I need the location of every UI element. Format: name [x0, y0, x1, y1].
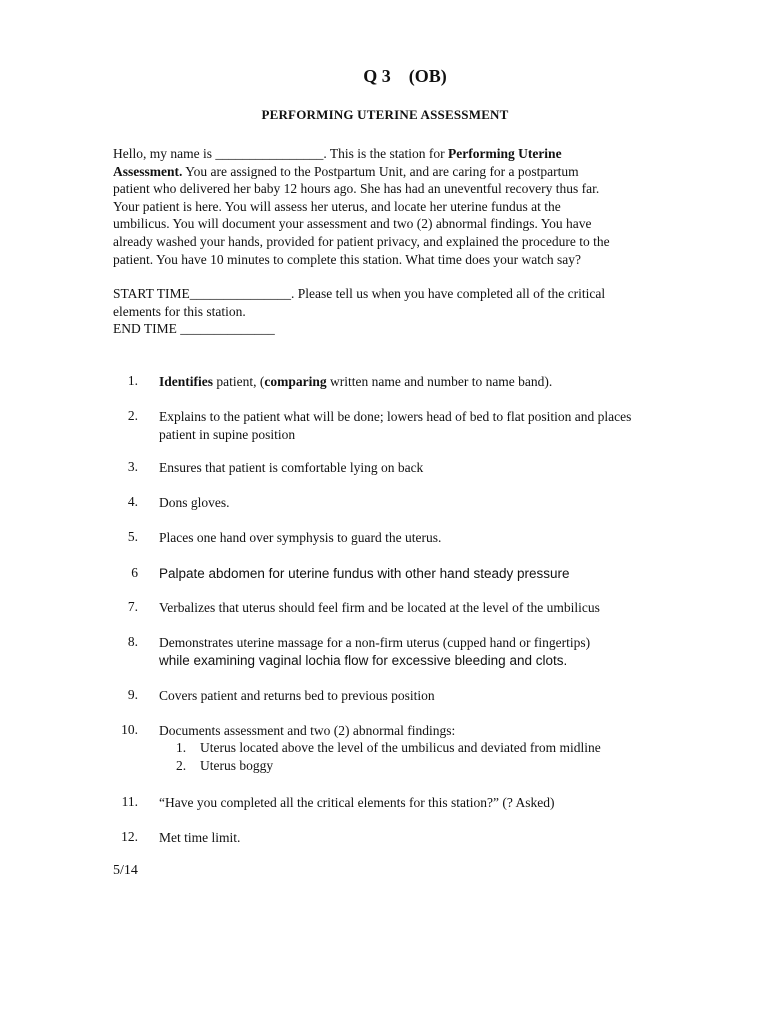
item-number: 5. — [127, 529, 138, 544]
intro-text: You are assigned to the Postpartum Unit, and are caring for a postpartum — [182, 163, 579, 179]
intro-paragraph — [113, 145, 610, 268]
sub-item — [176, 758, 273, 774]
sub-item-text: Uterus located above the level of the umbilicus and deviated from midline — [200, 740, 601, 755]
item-number: 9. — [127, 687, 138, 702]
item-text-part: patient, ( — [213, 374, 265, 389]
item-text-line: Explains to the patient what will be done; lowers head of bed to flat position and places — [159, 409, 632, 424]
item-bold-text: comparing — [264, 374, 327, 389]
item-text: Dons gloves. — [159, 495, 230, 510]
intro-line — [113, 145, 610, 163]
sub-item-text: Uterus boggy — [200, 758, 274, 773]
item-number: 2. — [127, 408, 138, 423]
intro-bold-text: Assessment. — [113, 163, 183, 179]
intro-line — [113, 163, 610, 181]
intro-line: patient. You have 10 minutes to complete this station. What time does your watch say? — [113, 251, 582, 267]
intro-text: Hello, my name is ________________. This is the station for — [113, 146, 448, 161]
item-text: Ensures that patient is comfortable lying on back — [159, 460, 424, 475]
start-time-line: START TIME_______________. Please tell us when you have completed all of the critical — [113, 286, 606, 301]
item-text: Verbalizes that uterus should feel firm and be located at the level of the umbilicus — [159, 600, 600, 615]
item-number: 1. — [127, 373, 138, 388]
item-text — [159, 408, 631, 443]
item-text: Covers patient and returns bed to previous position — [159, 688, 435, 703]
sub-item-number: 1. — [176, 740, 187, 755]
intro-bold-text: Performing Uterine — [447, 146, 562, 161]
item-text-line: while examining vaginal lochia flow for excessive bleeding and clots. — [159, 652, 568, 668]
revision-date: 5/14 — [113, 863, 138, 878]
start-time-line-continued: elements for this station. — [113, 303, 246, 319]
item-text — [159, 373, 552, 391]
item-number: 10. — [121, 722, 138, 737]
page-title: Q 3 (OB) — [363, 66, 447, 86]
item-number: 11. — [121, 794, 138, 809]
intro-line: patient who delivered her baby 12 hours ago. She has had an uneventful recovery thus far. — [113, 181, 600, 197]
item-number: 8. — [127, 634, 138, 649]
item-number: 7. — [127, 599, 138, 614]
item-number: 6 — [131, 565, 138, 580]
intro-line: umbilicus. You will document your assessment and two (2) abnormal findings. You have — [113, 216, 592, 232]
item-text-part: written name and number to name band). — [326, 374, 553, 389]
page-subtitle: PERFORMING UTERINE ASSESSMENT — [261, 107, 509, 122]
end-time-line: END TIME ______________ — [113, 321, 275, 337]
item-number: 4. — [127, 494, 138, 509]
item-number: 3. — [127, 459, 138, 474]
item-text: Documents assessment and two (2) abnormal findings: — [159, 723, 456, 738]
item-text-line: Demonstrates uterine massage for a non-firm uterus (cupped hand or fingertips) — [159, 635, 591, 650]
intro-line: Your patient is here. You will assess her uterus, and locate her uterine fundus at the — [113, 198, 561, 214]
item-text: Places one hand over symphysis to guard the uterus. — [159, 530, 442, 545]
sub-item — [176, 740, 601, 756]
item-text-line: patient in supine position — [159, 426, 296, 442]
item-text — [159, 634, 590, 669]
sub-item-number: 2. — [176, 758, 187, 773]
item-bold-text: Identifies — [159, 374, 213, 389]
intro-line: already washed your hands, provided for patient privacy, and explained the procedure to the — [113, 233, 610, 249]
time-block — [113, 285, 605, 338]
item-number: 12. — [121, 829, 138, 844]
item-text: “Have you completed all the critical elements for this station?” (? Asked) — [159, 795, 555, 810]
item-text: Met time limit. — [159, 830, 241, 845]
item-text: Palpate abdomen for uterine fundus with other hand steady pressure — [159, 566, 570, 581]
